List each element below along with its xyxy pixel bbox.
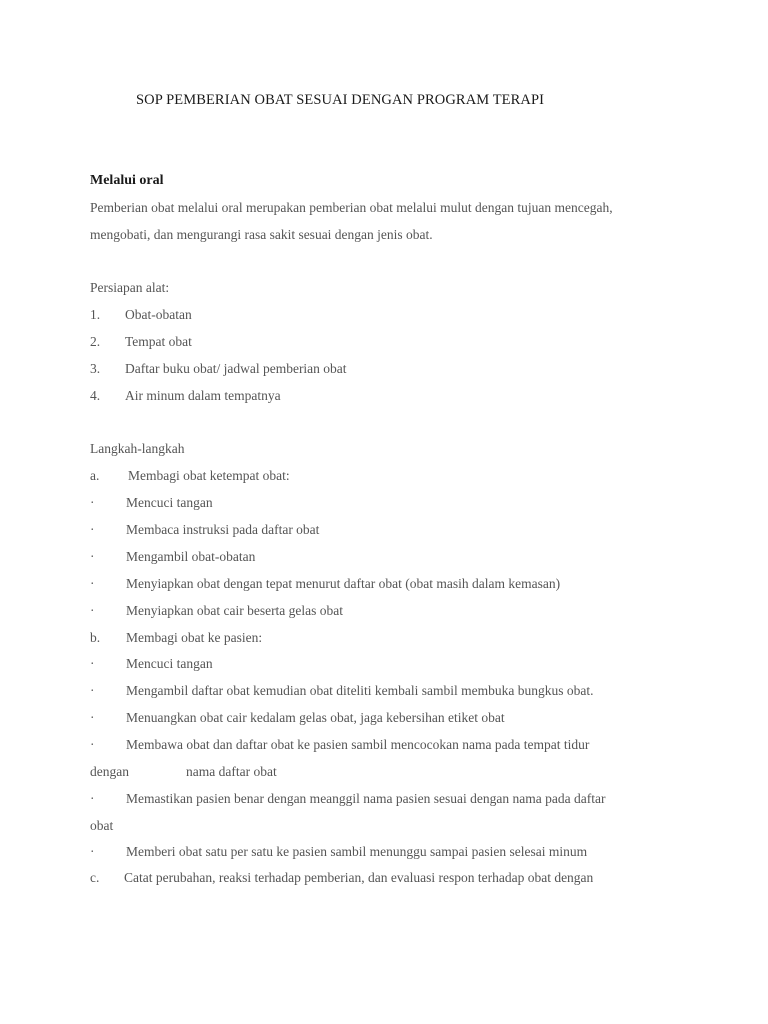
bullet-glyph: · [90,737,95,752]
list-item: Membawa obat dan daftar obat ke pasien sambil mencocokan nama pada tempat tidur [126,737,590,752]
bullet-glyph: · [90,522,95,537]
continuation-text: nama daftar obat [186,764,277,779]
list-marker: 4. [90,388,101,403]
list-item: Mengambil daftar obat kemudian obat diteliti kembali sambil membuka bungkus obat. [126,683,594,698]
list-marker: 1. [90,307,101,322]
langkah-heading: Langkah-langkah [90,441,185,456]
bullet-glyph: · [90,844,95,859]
continuation-text: dengan [90,764,129,779]
list-marker: 2. [90,334,101,349]
list-item: Mencuci tangan [126,495,213,510]
persiapan-heading: Persiapan alat: [90,280,170,295]
bullet-glyph: · [90,495,95,510]
step-text: Catat perubahan, reaksi terhadap pemberian, dan evaluasi respon terhadap obat dengan [124,870,594,885]
list-item: Tempat obat [125,334,192,349]
step-marker: c. [90,870,100,885]
list-item: Membaca instruksi pada daftar obat [126,522,320,537]
step-text: Membagi obat ke pasien: [126,630,263,645]
page-title: SOP PEMBERIAN OBAT SESUAI DENGAN PROGRAM TERAPI [136,92,545,108]
continuation-text: obat [90,818,114,833]
bullet-glyph: · [90,791,95,806]
list-item: Obat-obatan [125,307,192,322]
step-text: Membagi obat ketempat obat: [128,468,290,483]
list-item: Menyiapkan obat dengan tepat menurut daftar obat (obat masih dalam kemasan) [126,576,561,591]
bullet-glyph: · [90,549,95,564]
list-item: Menyiapkan obat cair beserta gelas obat [126,603,344,618]
list-item: Menuangkan obat cair kedalam gelas obat, jaga kebersihan etiket obat [126,710,505,725]
intro-paragraph-line-1: Pemberian obat melalui oral merupakan pemberian obat melalui mulut dengan tujuan mencegah, [90,200,613,215]
bullet-glyph: · [90,576,95,591]
bullet-glyph: · [90,710,95,725]
list-item: Memastikan pasien benar dengan meanggil nama pasien sesuai dengan nama pada daftar [126,791,606,806]
list-item: Daftar buku obat/ jadwal pemberian obat [125,361,347,376]
bullet-glyph: · [90,603,95,618]
list-item: Air minum dalam tempatnya [125,388,281,403]
intro-paragraph-line-2: mengobati, dan mengurangi rasa sakit sesuai dengan jenis obat. [90,227,433,242]
list-item: Mengambil obat-obatan [126,549,256,564]
section-heading: Melalui oral [90,173,164,188]
bullet-glyph: · [90,656,95,671]
list-marker: 3. [90,361,101,376]
bullet-glyph: · [90,683,95,698]
list-item: Mencuci tangan [126,656,213,671]
list-item: Memberi obat satu per satu ke pasien sambil menunggu sampai pasien selesai minum [126,844,588,859]
step-marker: a. [90,468,100,483]
step-marker: b. [90,630,101,645]
